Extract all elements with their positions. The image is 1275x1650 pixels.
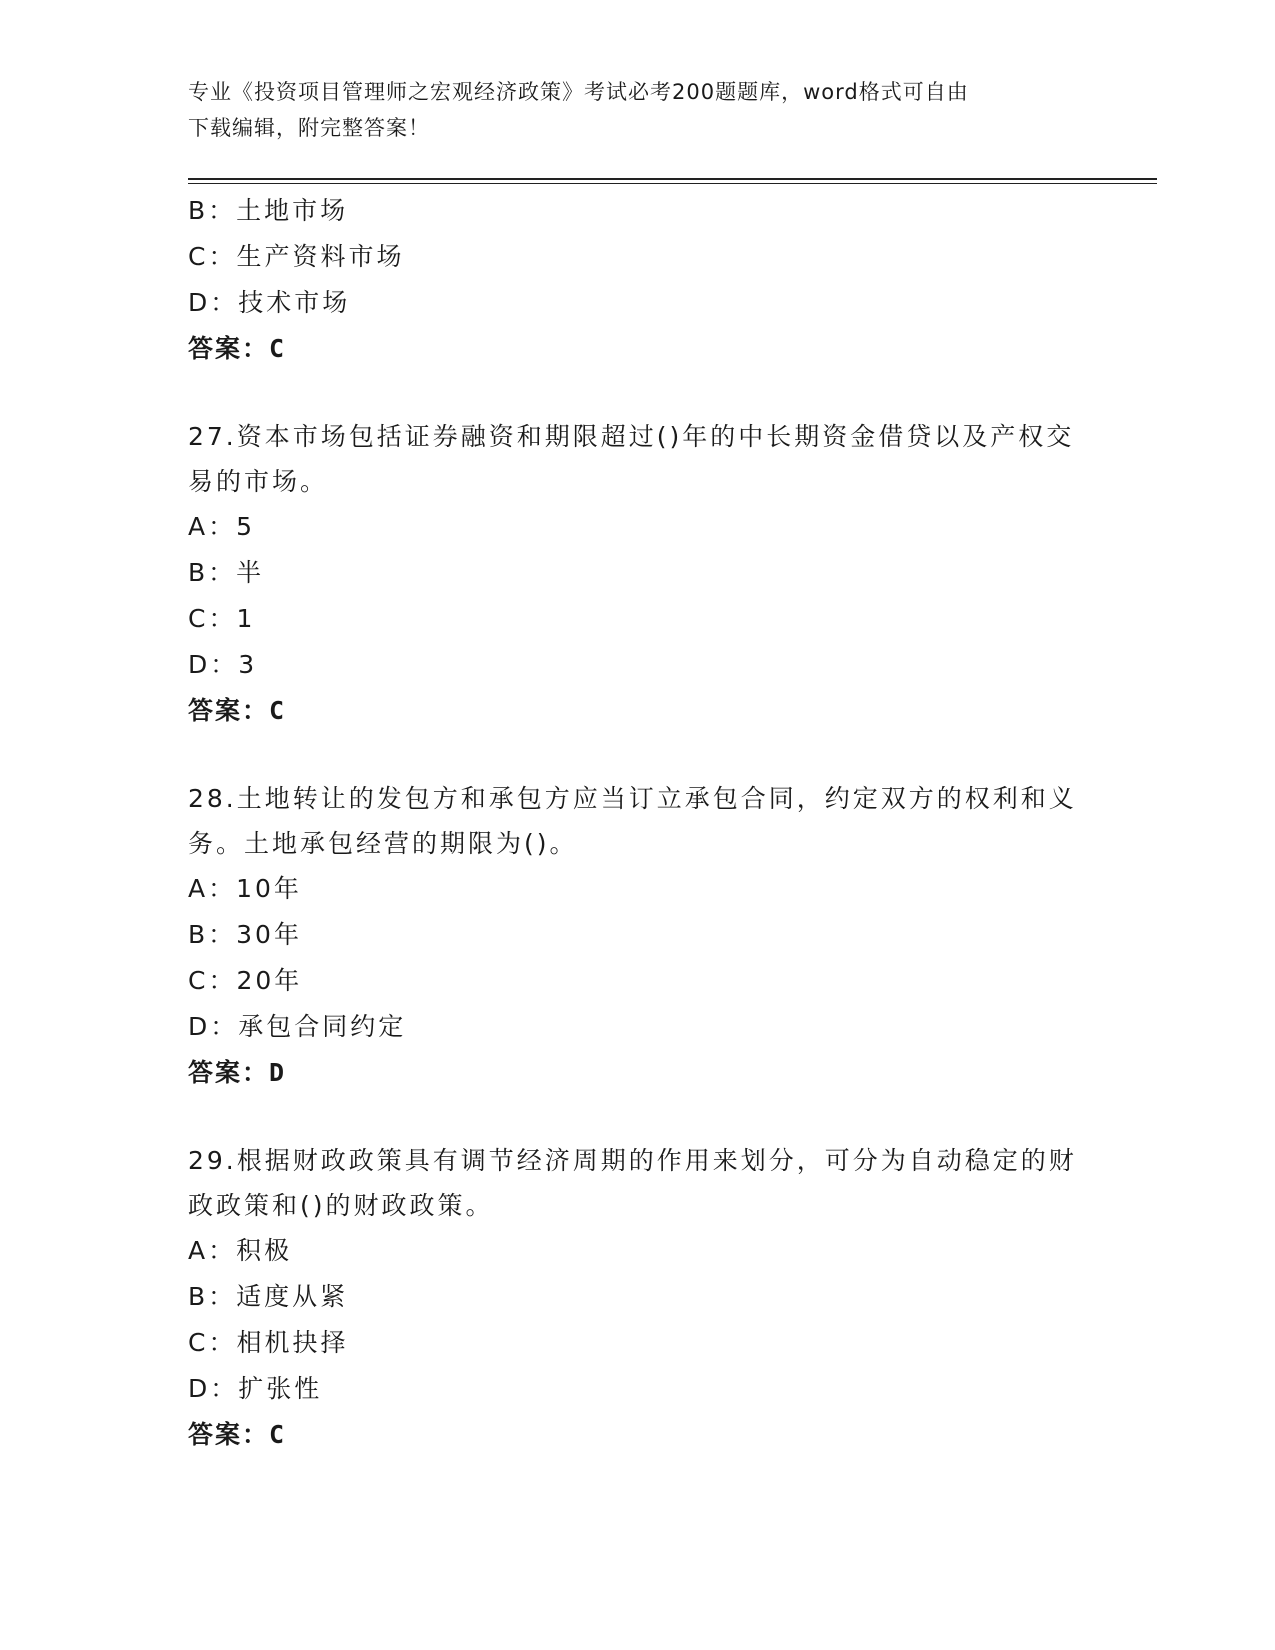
question-list [188, 188, 1088, 1458]
question-28-block [188, 776, 1088, 1096]
answer-value: C [269, 334, 287, 363]
answer-label: 答案： [188, 1420, 270, 1449]
option-b: B：适度从紧 [188, 1282, 349, 1311]
question-27-block [188, 414, 1088, 734]
option-b: B：30年 [188, 920, 302, 949]
option-c: C：20年 [188, 966, 303, 995]
option-a: A：10年 [188, 874, 302, 903]
answer-label: 答案： [188, 696, 270, 725]
header-rule-thin [188, 183, 1157, 184]
answer-value: C [269, 1420, 287, 1449]
answer-label: 答案： [188, 334, 270, 363]
header-rule-thick [188, 178, 1157, 180]
answer-label: 答案： [188, 1058, 270, 1087]
question-text: 27.资本市场包括证券融资和期限超过()年的中长期资金借贷以及产权交易的市场。 [188, 422, 1075, 496]
question-26-block [188, 188, 1088, 372]
option-c: C：生产资料市场 [188, 242, 405, 271]
question-text: 28.土地转让的发包方和承包方应当订立承包合同，约定双方的权利和义务。土地承包经营的期限为()。 [188, 784, 1077, 858]
question-29-block [188, 1138, 1088, 1458]
question-text: 29.根据财政政策具有调节经济周期的作用来划分，可分为自动稳定的财政政策和()的财政政策。 [188, 1146, 1077, 1220]
option-d: D：承包合同约定 [188, 1012, 407, 1041]
option-a: A：5 [188, 512, 256, 541]
answer-line [188, 326, 1088, 372]
option-d: D：3 [188, 650, 258, 679]
answer-value: D [269, 1058, 287, 1087]
header-line-1: 专业《投资项目管理师之宏观经济政策》考试必考200题题库，word格式可自由 [188, 80, 969, 104]
answer-value: C [269, 696, 287, 725]
option-d: D：扩张性 [188, 1374, 323, 1403]
option-c: C：相机抉择 [188, 1328, 349, 1357]
option-b: B：半 [188, 558, 265, 587]
answer-line [188, 688, 1088, 734]
option-b: B：土地市场 [188, 196, 349, 225]
header-line-2: 下载编辑，附完整答案！ [188, 116, 430, 140]
answer-line [188, 1412, 1088, 1458]
option-c: C：1 [188, 604, 256, 633]
document-header [188, 74, 1068, 146]
answer-line [188, 1050, 1088, 1096]
option-d: D：技术市场 [188, 288, 351, 317]
option-a: A：积极 [188, 1236, 293, 1265]
